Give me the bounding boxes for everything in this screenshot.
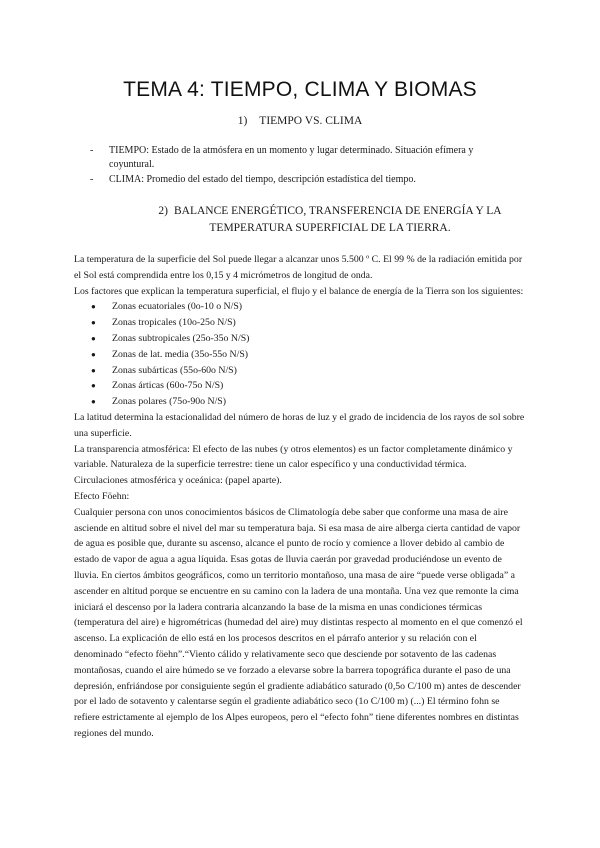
- paragraph-circulation: Circulaciones atmosférica y oceánica: (papel aparte).: [74, 475, 282, 487]
- latitude-zones-list: [74, 299, 526, 410]
- paragraph-foehn-explanation: Cualquier persona con unos conocimientos básicos de Climatología debe saber que conforme una masa de aire asciende en altitud sobre el nivel del mar su temperatura baja. Si esa masa de aire alberga cierta cantidad de vapor de agua es posible que, durante su ascenso, alcance el punto de rocío y comience a llover debido al cambio de estado de vapor de agua a agua líquida. Esas gotas de lluvia caerán por gravedad produciéndose un evento de lluvia. En ciertos ámbitos geográficos, como un territorio montañoso, una masa de aire “puede verse obligada” a ascender en altitud porque se encuentre en su camino con la ladera de una montaña. Una vez que remonte la cima iniciará el descenso por la ladera contraria alcanzando la base de la misma en unas condiciones térmicas (temperatura del aire) e higrométricas (humedad del aire) muy distintas respecto al momento en el que comenzó el ascenso. La explicación de ello está en los procesos descritos en el párrafo anterior y su relación con el denominado “efecto föehn”.“Viento cálido y relativamente seco que desciende por sotavento de las cadenas montañosas, cuando el aire húmedo se ve forzado a elevarse sobre la barrera topográfica durante el paso de una depresión, enfriándose por consiguiente según el gradiente adiabático saturado (0,5o C/100 m) antes de descender por el lado de sotavento y calentarse según el gradiente adiabático seco (1o C/100 m) (...) El término fohn se refiere estrictamente al ejemplo de los Alpes europeos, pero el “efecto fohn” tiene diferentes nombres en distintas regiones del mundo.: [74, 506, 523, 739]
- section-2-heading: [150, 203, 510, 237]
- paragraph-foehn-heading: Efecto Föehn:: [74, 490, 130, 502]
- section-1-title: TIEMPO VS. CLIMA: [259, 115, 363, 127]
- list-item: ● Zonas tropicales (10o-25o N/S): [91, 315, 526, 331]
- list-item: ● Zonas subtropicales (25o-35o N/S): [91, 331, 526, 347]
- list-item: ● Zonas subárticas (55o-60o N/S): [91, 363, 526, 379]
- list-item: ● Zonas ecuatoriales (0o-10 o N/S): [91, 299, 526, 315]
- section-1-number: 1): [237, 115, 248, 127]
- section-2-title: BALANCE ENERGÉTICO, TRANSFERENCIA DE ENERGÍA Y LA TEMPERATURA SUPERFICIAL DE LA TIERRA.: [173, 205, 502, 234]
- definition-list: [90, 144, 520, 188]
- paragraph-latitude: La latitud determina la estacionalidad del número de horas de luz y el grado de incidencia de los rayos de sol sobre una superficie.: [74, 411, 525, 439]
- definition-tiempo: - TIEMPO: Estado de la atmósfera en un momento y lugar determinado. Situación efímera y coyuntural.: [90, 144, 520, 172]
- list-item: ● Zonas polares (75o-90o N/S): [91, 394, 526, 410]
- page-title: TEMA 4: TIEMPO, CLIMA Y BIOMAS: [123, 78, 477, 101]
- section-2-number: 2): [158, 205, 168, 217]
- list-item: ● Zonas árticas (60o-75o N/S): [91, 378, 526, 394]
- section-1-heading: [0, 115, 600, 127]
- list-item: ● Zonas de lat. media (35o-55o N/S): [91, 347, 526, 363]
- paragraph-transparency: La transparencia atmosférica: El efecto de las nubes (y otros elementos) es un factor completamente dinámico y variable. Naturaleza de la superficie terrestre: tiene un calor específico y una conductividad térmica.: [74, 443, 513, 471]
- paragraph-factors-intro: Los factores que explican la temperatura superficial, el flujo y el balance de energía de la Tierra son los siguientes:: [74, 285, 524, 297]
- body-text: [74, 252, 526, 742]
- definition-clima: - CLIMA: Promedio del estado del tiempo, descripción estadística del tiempo.: [90, 173, 520, 187]
- paragraph-sun-temperature: La temperatura de la superficie del Sol puede llegar a alcanzar unos 5.500 º C. El 99 % de la radiación emitida por el Sol está comprendida entre los 0,15 y 4 micrómetros de longitud de onda.: [74, 254, 523, 281]
